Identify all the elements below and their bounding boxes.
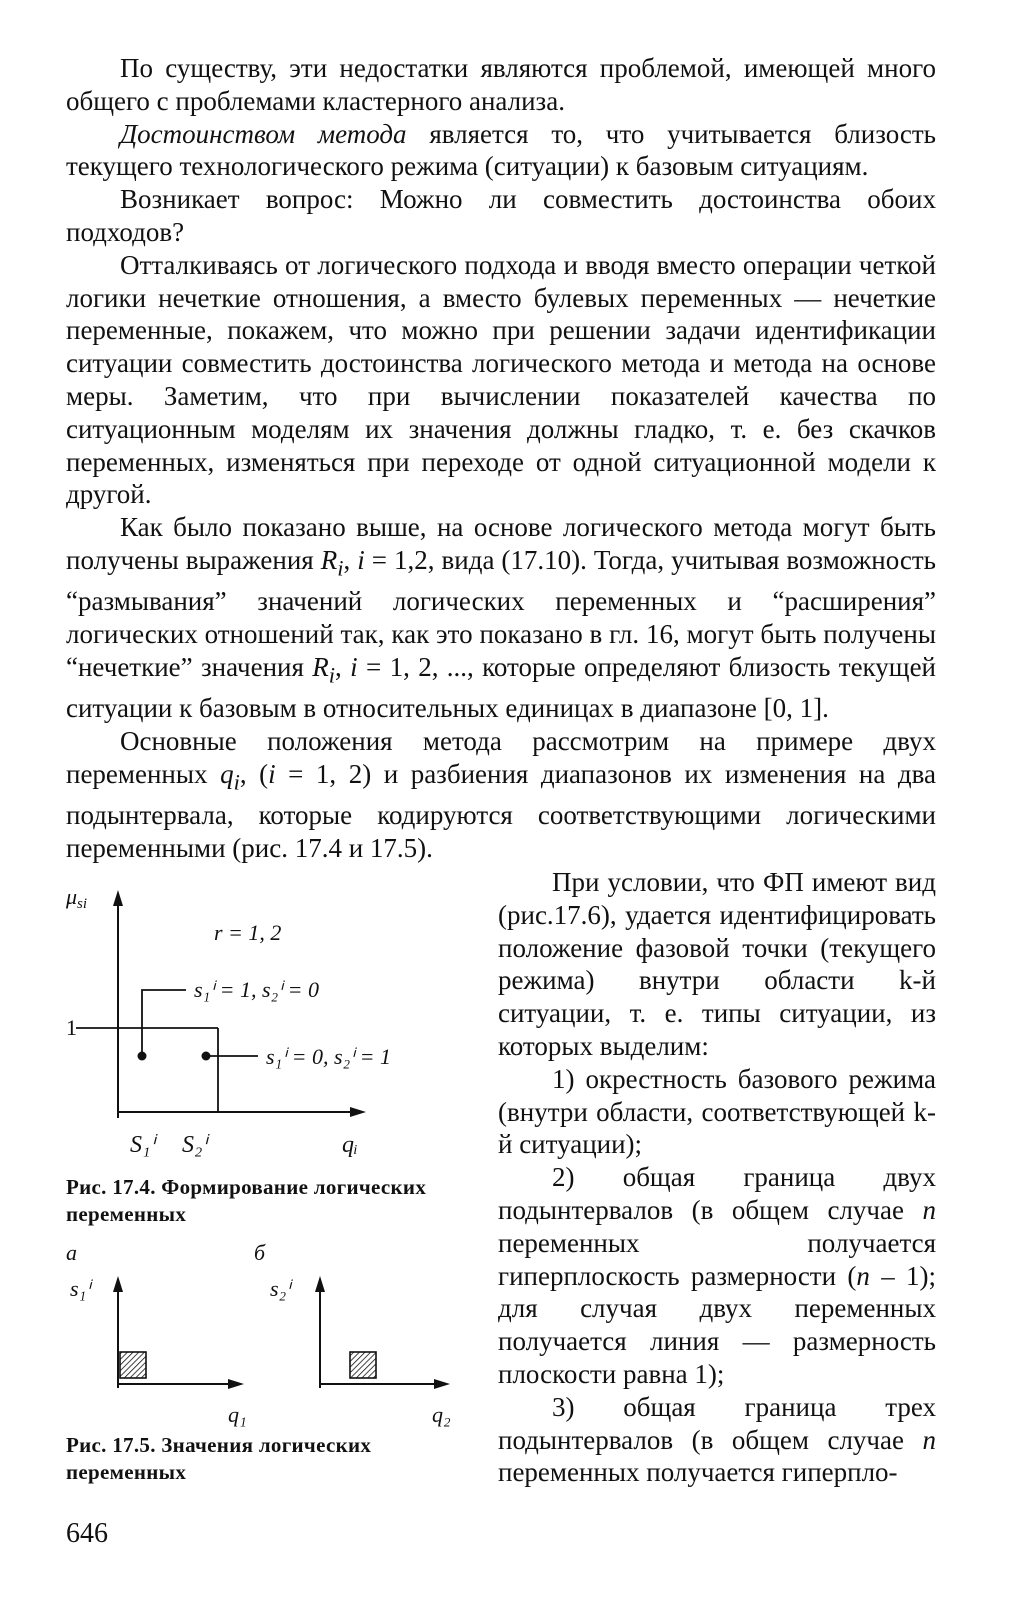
p6-var-q: q: [220, 758, 234, 789]
fig5-panel-a-letter: а: [66, 1240, 77, 1265]
p5-text-a: Как было показано выше, на основе логического метода могут быть получены выражения: [66, 512, 936, 575]
figure-17-5: [66, 1232, 466, 1432]
fig4-y-label: μsi: [66, 884, 88, 912]
figures-column: [66, 866, 466, 1506]
fig5-caption-line-2: переменных: [66, 1460, 187, 1484]
p5-var-i2: i: [350, 651, 358, 682]
r3-text-b: переменных получается гиперплоскость размерности (: [498, 1227, 936, 1291]
fig4-upper-label: s₁ⁱ = 1, s₂ⁱ = 0: [194, 977, 319, 1002]
figure-17-5-caption: [66, 1432, 466, 1486]
fig4-y-arrow: [113, 890, 123, 906]
fig4-x-tick-2: S₂ⁱ: [182, 1132, 207, 1158]
paragraph-6: [66, 725, 936, 865]
fig4-x-tick-1: S₁ⁱ: [130, 1132, 155, 1158]
r4-var-n: n: [922, 1424, 936, 1455]
p5-sub-i: i: [337, 555, 344, 581]
paragraph-3: Возникает вопрос: Можно ли совместить достоинства обоих подходов?: [66, 184, 936, 247]
fig5-b-x-arrow: [434, 1379, 450, 1389]
p6-text-a: Основные положения метода рассмотрим на примере двух переменных: [66, 725, 936, 789]
fig5-panel-b-letter: б: [254, 1240, 266, 1265]
fig5-panel-a-y: s₁ⁱ: [70, 1276, 91, 1301]
r4-text-b: переменных получается гиперпло-: [498, 1457, 898, 1488]
right-paragraph-4: [498, 1391, 936, 1489]
figure-17-4: [66, 880, 466, 1170]
fig4-lower-label: s₁ⁱ = 0, s₂ⁱ = 1: [266, 1044, 391, 1069]
right-text-column: [498, 866, 936, 1489]
p6-text-c: = 1, 2) и разбиения диапазонов их изменения на два подынтервала, которые кодируются соответствующими логическими переменными (рис. 17.4 и 17.5).: [66, 758, 936, 863]
r3-var-n2: n: [856, 1260, 870, 1291]
fig4-upper-bracket: [142, 990, 186, 1056]
right-paragraph-1: При условии, что ФП имеют вид (рис.17.6), удается идентифицировать положение фазовой точки (текущего режима) внутри области k-й ситуации, т. е. типы ситуации, из которых выделим:: [498, 867, 936, 1061]
page-number: 646: [66, 1518, 108, 1549]
p5-sub-i2: i: [328, 662, 336, 688]
paragraph-5: [66, 511, 936, 725]
paragraph-4: Отталкиваясь от логического подхода и вводя вместо операции четкой логики нечеткие отношения, а вместо булевых переменных — нечеткие переменные, покажем, что можно при решении задачи идентификации ситуации совместить достоинства логического метода и метода на основе меры. Заметим, что при вычислении показателей качества по ситуационным моделям их значения должны гладко, т. е. без скачков переменных, изменяться при переходе от одной ситуационной модели к другой.: [66, 249, 936, 510]
p6-var-i: i: [268, 758, 276, 789]
r4-text-a: 3) общая граница трех подынтервалов (в общем случае: [498, 1391, 936, 1455]
fig5-a-hatched-box: [120, 1352, 146, 1378]
fig5-a-x-arrow: [228, 1379, 244, 1389]
right-paragraph-2: 1) окрестность базового режима (внутри области, соответствующей k-й ситуации);: [498, 1063, 936, 1160]
paragraph-2-italic: Достоинством метода: [120, 118, 407, 149]
fig5-b-hatched-box: [350, 1352, 376, 1378]
paragraph-2: [66, 118, 936, 184]
fig5-caption-line-1: Рис. 17.5. Значения логических: [66, 1433, 372, 1457]
p5-text-e: = 1, 2, ..., которые определяют близость текущей ситуации к базовым в относительных единицах в диапазоне [0, 1].: [66, 651, 937, 723]
p5-text-d: ,: [335, 651, 351, 682]
fig5-a-y-arrow: [113, 1276, 123, 1292]
fig4-dot-1: [138, 1052, 147, 1061]
main-text: [66, 52, 936, 864]
fig5-panel-b-x: q₂: [432, 1402, 451, 1427]
p5-text-c: = 1,2, вида (17.10). Тогда, учитывая возможность “размывания” значений логических переменных и “расширения” логических отношений так, как это показано в гл. 16, могут быть получены “нечеткие” значения: [66, 544, 936, 682]
r3-var-n1: n: [922, 1194, 936, 1225]
fig4-x-label: qᵢ: [342, 1132, 358, 1158]
r3-text-c: – 1); для случая двух переменных получается линия — размерность плоскости равна 1);: [498, 1260, 937, 1389]
p5-var-i: i: [357, 544, 365, 575]
paragraph-1: По существу, эти недостатки являются проблемой, имеющей много общего с проблемами кластерного анализа.: [66, 53, 936, 116]
p5-var-r: R: [320, 544, 338, 575]
fig5-panel-b-y: s₂ⁱ: [270, 1276, 291, 1301]
fig5-panel-a-x: q₁: [228, 1402, 247, 1427]
paragraph-2-rest: является то, что учитывается близость текущего технологического режима (ситуации) к базовым ситуациям.: [66, 118, 937, 182]
fig4-x-arrow: [350, 1107, 366, 1117]
p5-var-r2: R: [312, 651, 329, 682]
fig4-r-label: r = 1, 2: [214, 920, 282, 945]
fig4-caption-line-2: переменных: [66, 1202, 187, 1226]
fig5-b-y-arrow: [315, 1276, 325, 1292]
p6-text-b: , (: [239, 758, 269, 789]
fig4-one-label: 1: [66, 1015, 77, 1040]
fig4-caption-line-1: Рис. 17.4. Формирование логических: [66, 1175, 427, 1199]
bottom-section: [66, 866, 936, 1506]
r3-text-a: 2) общая граница двух подынтервалов (в общем случае: [498, 1162, 936, 1225]
p5-text-b: ,: [343, 544, 358, 575]
p6-sub-i: i: [233, 768, 240, 794]
figure-17-4-caption: [66, 1174, 466, 1228]
right-paragraph-3: [498, 1161, 936, 1391]
